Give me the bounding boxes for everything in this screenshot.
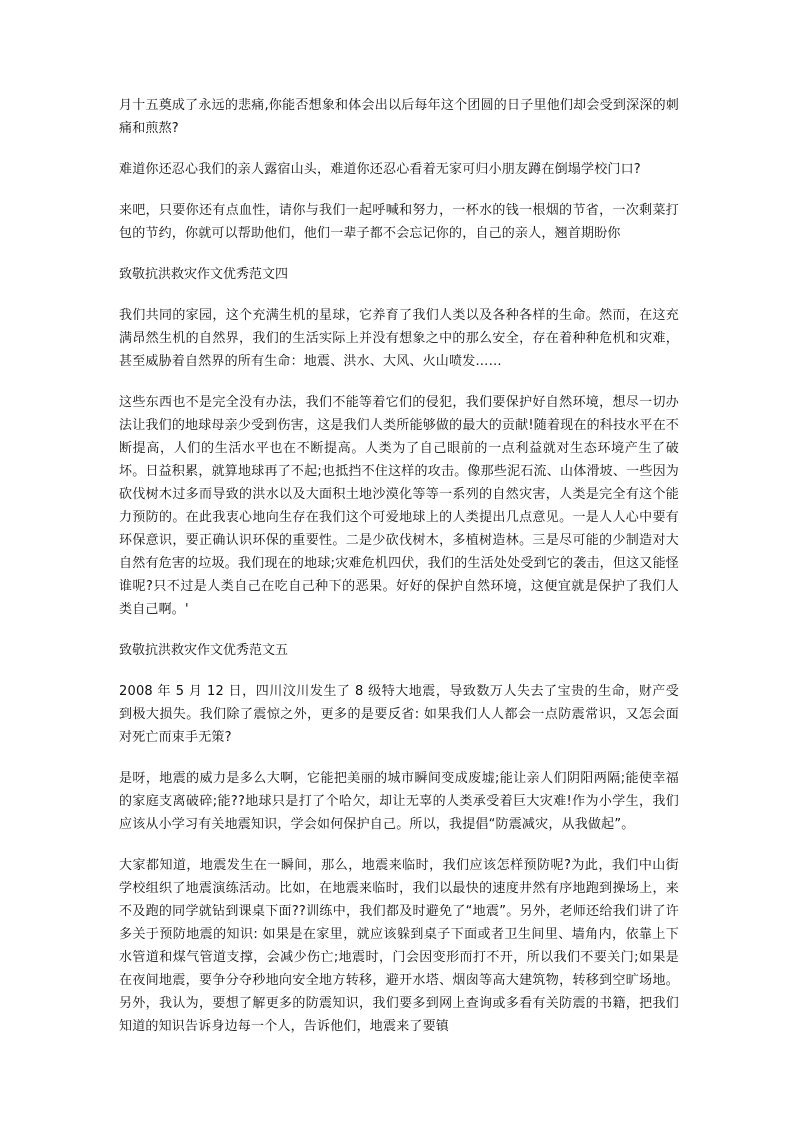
paragraph-gap: [119, 749, 679, 767]
paragraph-8: 大家都知道，地震发生在一瞬间，那么，地震来临时，我们应该怎样预防呢?为此，我们中山街学校组织了地震演练活动。比如，在地震来临时，我们以最快的速度井然有序地跑到操场上，来不及跑的同学就钻到课桌下面??训练中，我们都及时避免了“地震”。另外，老师还给我们讲了许多关于预防地震的知识: 如果是在家里，就应该躲到桌子下面或者卫生间里、墙角内，依靠上下水管道和煤气管道支撑，会减少伤亡;地震时，门会因变形而打不开，所以我们不要关门;如果是在夜间地震，要争分夺秒地向安全地方转移，避开水塔、烟囱等高大建筑物，转移到空旷场地。另外，我认为，要想了解更多的防震知识，我们要多到网上查询或多看有关防震的书籍，把我们知道的知识告诉身边每一个人，告诉他们，地震来了要镇: [119, 858, 679, 1034]
paragraph-3: 来吧，只要你还有点血性，请你与我们一起呼喊和努力，一杯水的钱一根烟的节省，一次剩菜打包的节约，你就可以帮助他们，他们一辈子都不会忘记你的，自己的亲人，翘首期盼你: [119, 203, 679, 241]
paragraph-5: 这些东西也不是完全没有办法，我们不能等着它们的侵犯，我们要保护好自然环境，想尽一切办法让我们的地球母亲少受到伤害，这是我们人类所能够做的最大的贡献!随着现在的科技水平在不断提高，人们的生活水平也在不断提高。人类为了自己眼前的一点利益就对生态环境产生了破坏。日益积累，就算地球再了不起;也抵挡不住这样的攻击。像那些泥石流、山体滑坡、一些因为砍伐树木过多而导致的洪水以及大面积土地沙漠化等等一系列的自然灾害，人类是完全有这个能力预防的。在此我衷心地向生存在我们这个可爱地球上的人类提出几点意见。一是人人心中要有环保意识，要正确认识环保的重要性。二是少砍伐树木，多植树造林。三是尽可能的少制造对大自然有危害的垃圾。我们现在的地球;灾难危机四伏，我们的生活处处受到它的袭击，但这又能怪谁呢?只不过是人类自己在吃自己种下的恶果。好好的保护自然环境，这便宜就是保护了我们人类自己啊。': [119, 395, 679, 617]
paragraph-6: 2008 年 5 月 12 日，四川汶川发生了 8 级特大地震，导致数万人失去了宝贵的生命，财产受到极大损失。我们除了震惊之外，更多的是要反省: 如果我们人人都会一点防震常识，又怎会面对死亡而束手无策?: [119, 684, 679, 745]
section-heading-4: 致敬抗洪救灾作文优秀范文四: [119, 267, 289, 282]
paragraph-4: 我们共同的家园，这个充满生机的星球，它养育了我们人类以及各种各样的生命。然而，在这充满昂然生机的自然界，我们的生活实际上并没有想象之中的那么安全，存在着种种危机和灾难，甚至威胁着自然界的所有生命：地震、洪水、大风、火山喷发……: [119, 308, 679, 369]
paragraph-gap: [119, 836, 679, 854]
paragraph-gap: [119, 140, 679, 158]
section-heading-5: 致敬抗洪救灾作文优秀范文五: [119, 643, 289, 658]
paragraph-gap: [119, 621, 679, 639]
paragraph-gap: [119, 245, 679, 263]
paragraph-2: 难道你还忍心我们的亲人露宿山头，难道你还忍心看着无家可归小朋友蹲在倒塌学校门口?: [119, 162, 641, 177]
paragraph-7: 是呀，地震的威力是多么大啊，它能把美丽的城市瞬间变成废墟;能让亲人们阴阳两隔;能使幸福的家庭支离破碎;能??地球只是打了个哈欠，却让无辜的人类承受着巨大灾难!作为小学生，我们应该从小学习有关地震知识，学会如何保护自己。所以，我提倡“防震减灾，从我做起”。: [119, 771, 679, 832]
paragraph-gap: [119, 181, 679, 199]
paragraph-gap: [119, 662, 679, 680]
document-page: [119, 94, 679, 1038]
paragraph-gap: [119, 373, 679, 391]
paragraph-gap: [119, 286, 679, 304]
paragraph-1: 月十五奠成了永远的悲痛,你能否想象和体会出以后每年这个团圆的日子里他们却会受到深深的刺痛和煎熬?: [119, 98, 679, 136]
